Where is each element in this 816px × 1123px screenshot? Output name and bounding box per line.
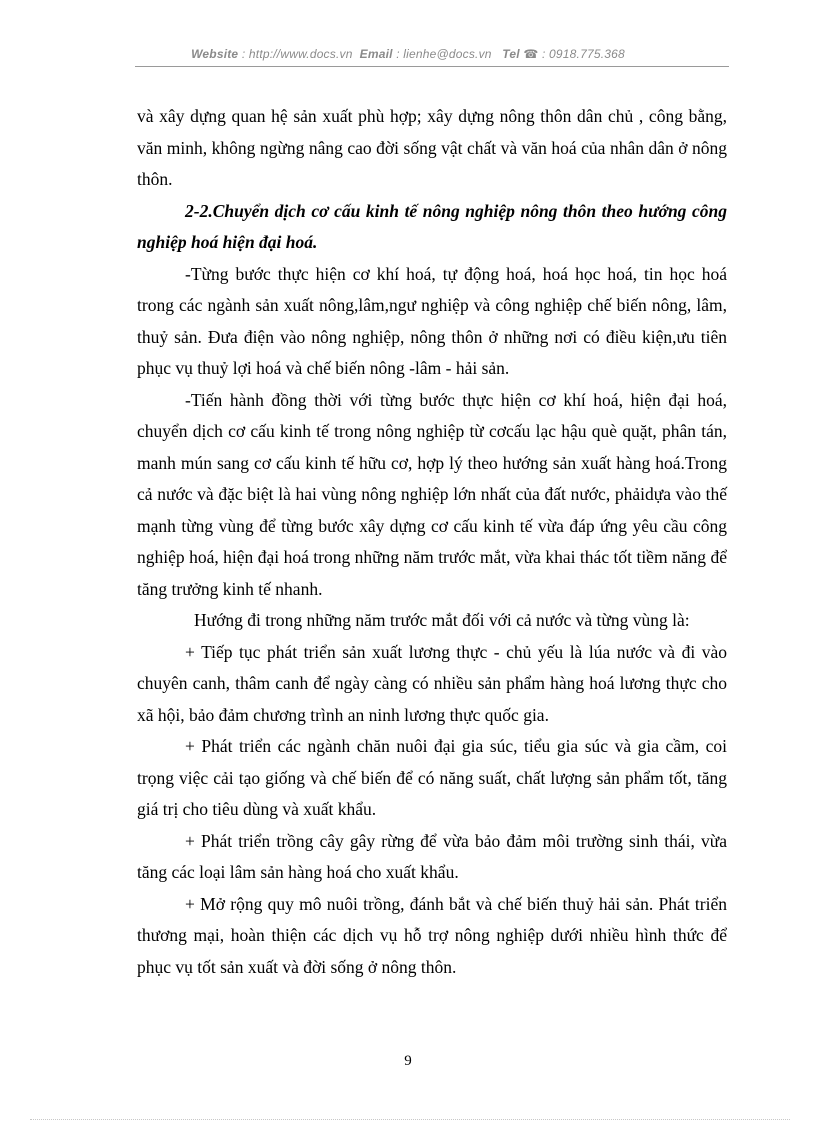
paragraph-direction: Hướng đi trong những năm trước mắt đối với cả nước và từng vùng là: (194, 610, 690, 630)
intro-paragraph: và xây dựng quan hệ sản xuất phù hợp; xây dựng nông thôn dân chủ , công bằng, văn minh, không ngừng nâng cao đời sống vật chất và văn hoá của nhân dân ở nông thôn. (137, 106, 727, 189)
email-label: Email (359, 47, 393, 61)
page-header (0, 47, 816, 61)
header-divider (135, 66, 729, 67)
document-body (137, 101, 727, 983)
paragraph-food-production: + Tiếp tục phát triển sản xuất lương thực - chủ yếu là lúa nước và đi vào chuyên canh, thâm canh để ngày càng có nhiều sản phẩm hàng hoá lương thực cho xã hội, bảo đảm chương trình an ninh lương thực quốc gia. (137, 641, 727, 725)
paragraph-forestry: + Phát triển trồng cây gây rừng để vừa bảo đảm môi trường sinh thái, vừa tăng các loại lâm sản hàng hoá cho xuất khẩu. (137, 830, 727, 882)
paragraph-restructuring: -Tiến hành đồng thời với từng bước thực hiện cơ khí hoá, hiện đại hoá, chuyển dịch cơ cấu kinh tế trong nông nghiệp từ cơcấu lạc hậu què quặt, phân tán, manh mún sang cơ cấu kinh tế hữu cơ, hợp lý theo hướng sản xuất hàng hoá.Trong cả nước và đặc biệt là hai vùng nông nghiệp lớn nhất của đất nước, phảidựa vào thế mạnh từng vùng để từng bước xây dựng cơ cấu kinh tế vừa đáp ứng yêu cầu công nghiệp hoá, hiện đại hoá trong những năm trước mắt, vừa khai thác tốt tiềm năng để tăng trưởng kinh tế nhanh. (137, 389, 727, 599)
footer-divider (30, 1119, 790, 1120)
paragraph-aquaculture: + Mở rộng quy mô nuôi trồng, đánh bắt và chế biến thuỷ hải sản. Phát triển thương mại, hoàn thiện các dịch vụ hỗ trợ nông nghiệp dưới nhiều hình thức để phục vụ tốt sản xuất và đời sống ở nông thôn. (137, 893, 727, 977)
section-heading: 2-2.Chuyển dịch cơ cấu kinh tế nông nghiệp nông thôn theo hướng công nghiệp hoá hiện đại hoá. (137, 200, 727, 252)
website-label: Website (191, 47, 239, 61)
paragraph-mechanization: -Từng bước thực hiện cơ khí hoá, tự động hoá, hoá học hoá, tin học hoá trong các ngành sản xuất nông,lâm,ngư nghiệp và công nghiệp chế biến nông, lâm, thuỷ sản. Đưa điện vào nông nghiệp, nông thôn ở những nơi có điều kiện,ưu tiên phục vụ thuỷ lợi hoá và chế biến nông -lâm - hải sản. (137, 263, 727, 378)
tel-label: Tel (502, 47, 520, 61)
email-value: : lienhe@docs.vn (396, 47, 492, 61)
page-number: 9 (404, 1053, 412, 1069)
tel-value: ☎ : 0918.775.368 (523, 47, 625, 61)
website-value: : http://www.docs.vn (241, 47, 353, 61)
paragraph-livestock: + Phát triển các ngành chăn nuôi đại gia súc, tiểu gia súc và gia cầm, coi trọng việc cải tạo giống và chế biến để có năng suất, chất lượng sản phẩm tốt, tăng giá trị cho tiêu dùng và xuất khẩu. (137, 736, 727, 819)
